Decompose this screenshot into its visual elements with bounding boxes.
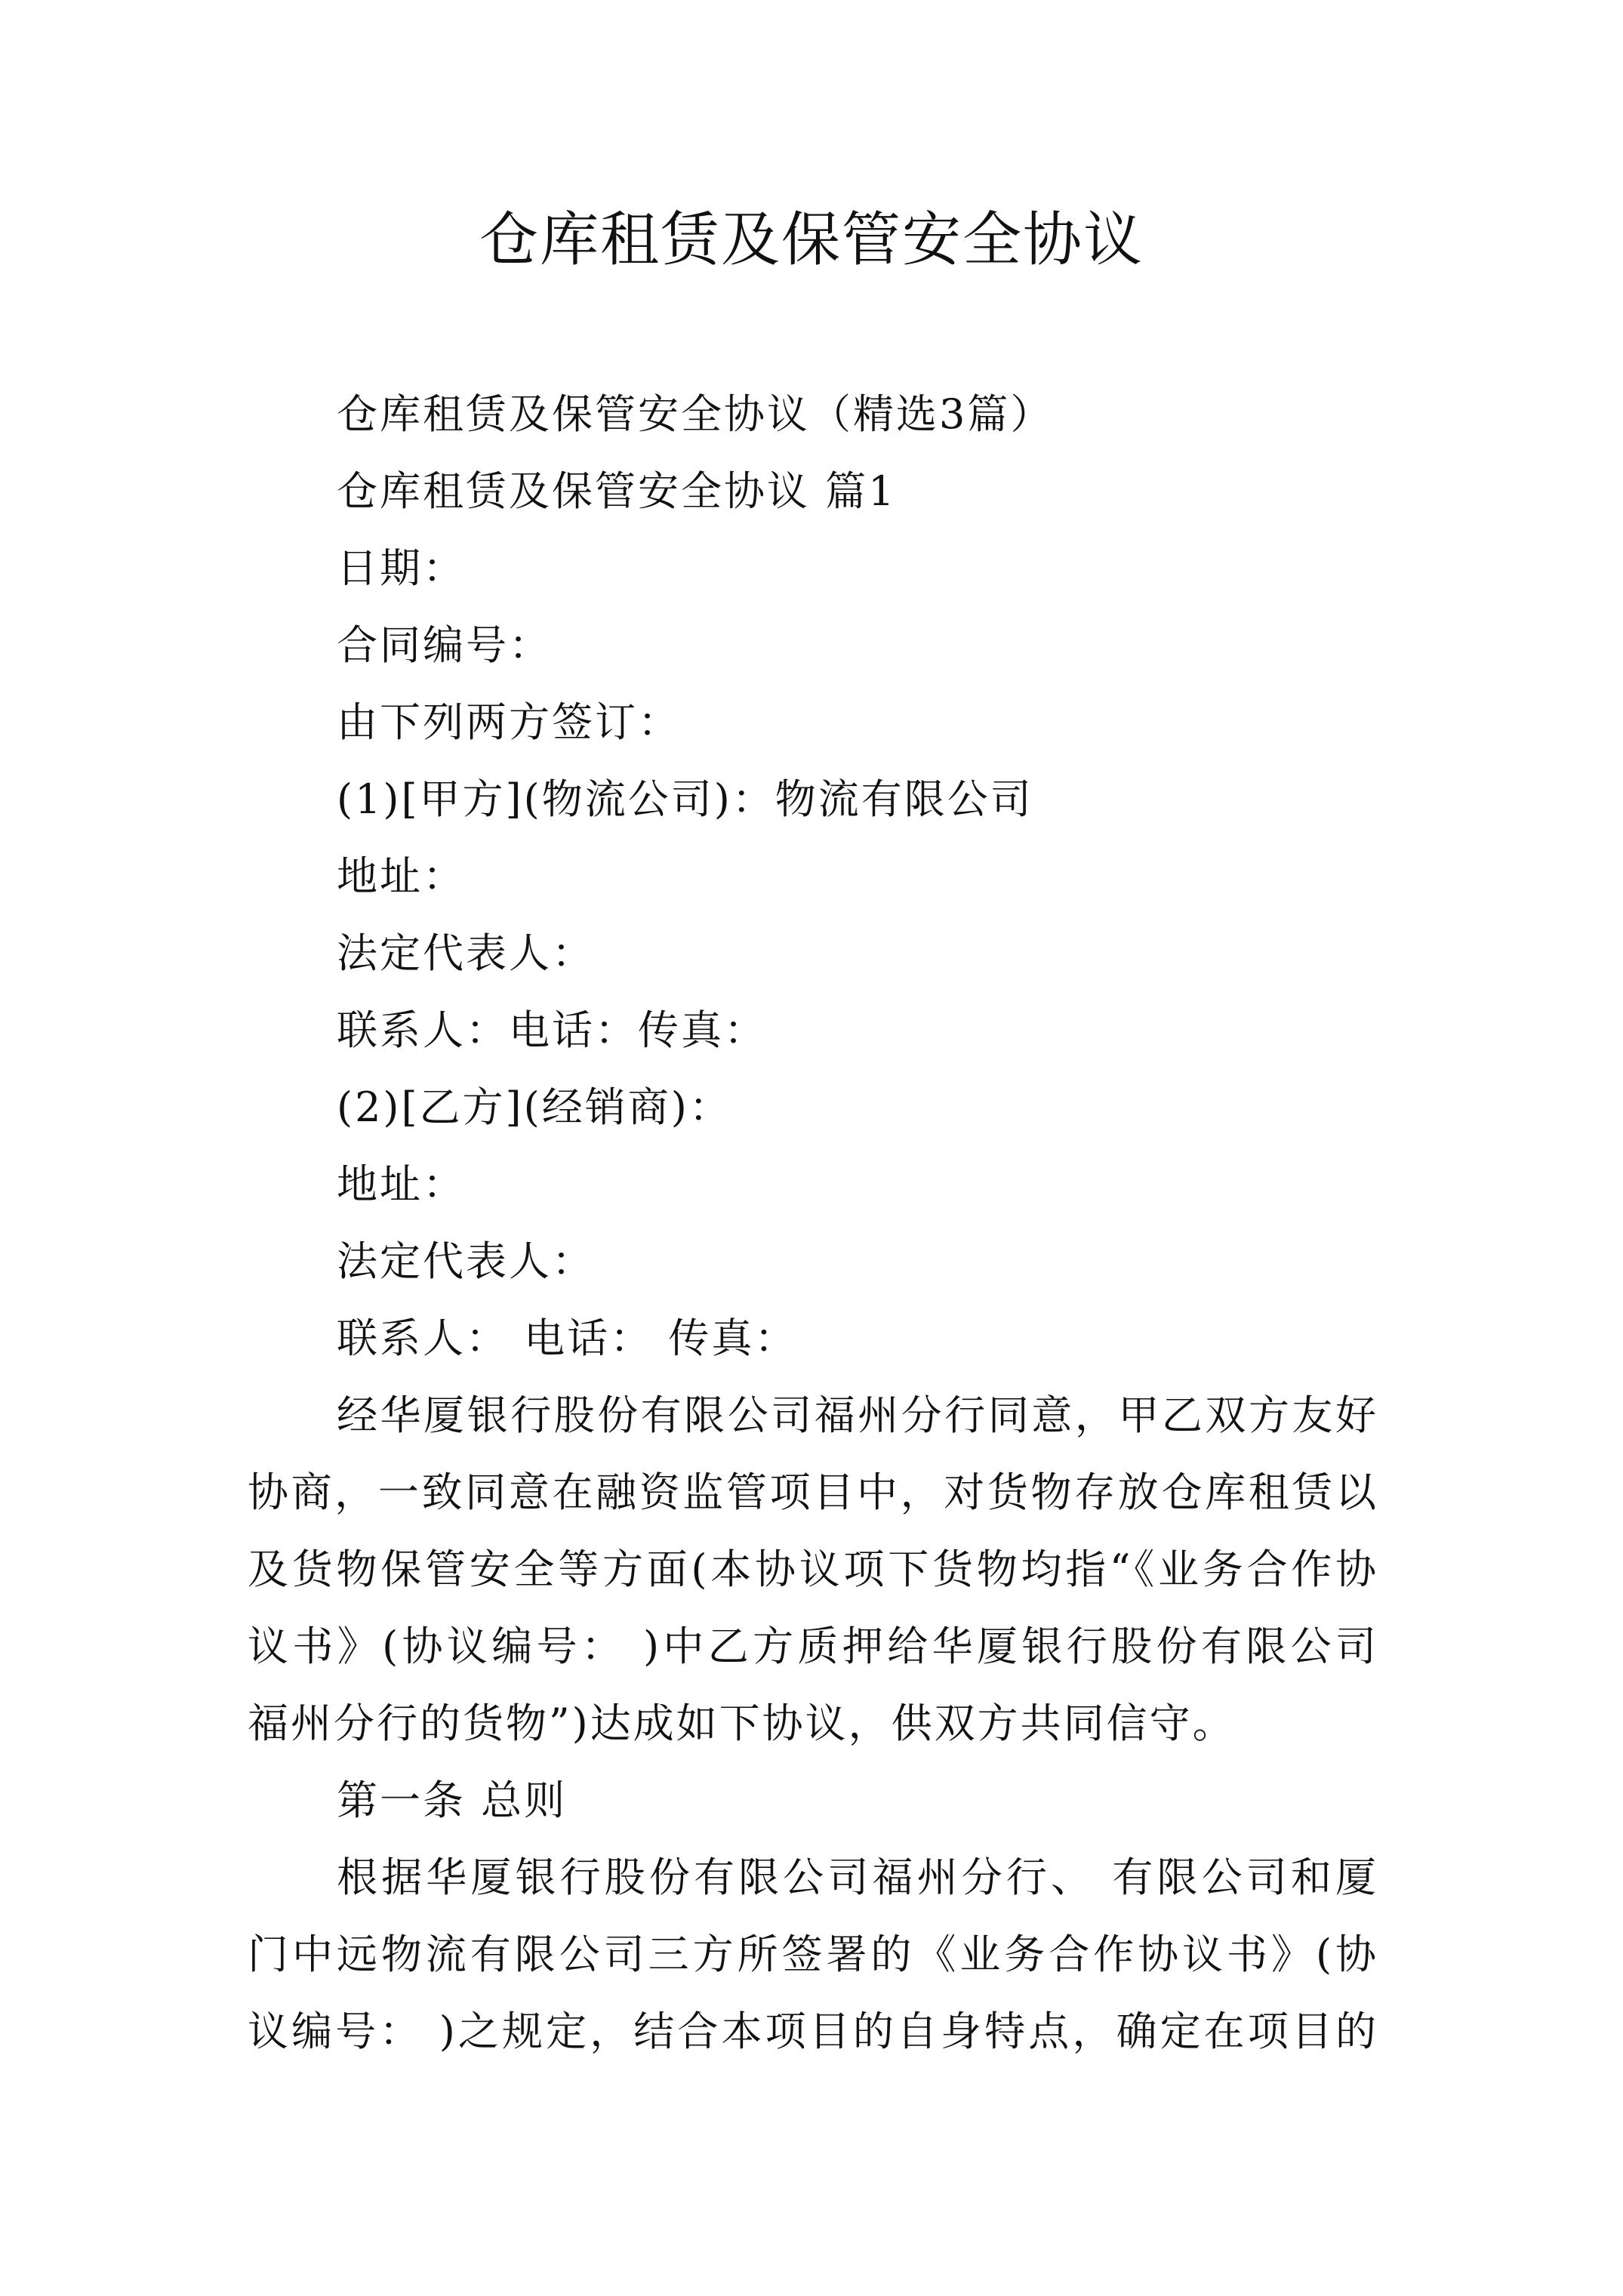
party-a-address-label: 地址：: [337, 852, 466, 900]
party-b-representative-label: 法定代表人：: [337, 1237, 595, 1285]
paragraph-line: 经华厦银行股份有限公司福州分行同意，甲乙双方友好: [337, 1391, 1376, 1439]
paragraph-line: 福州分行的货物”)达成如下协议，供双方共同信守。: [248, 1700, 1236, 1747]
party-a-contact-line: 联系人：电话：传真：: [337, 1006, 767, 1054]
section-heading: 第一条 总则: [337, 1777, 568, 1824]
party-a-line: (1)[甲方](物流公司)：物流有限公司: [337, 775, 1033, 823]
party-b-address-label: 地址：: [337, 1160, 466, 1208]
paragraph-line: 议编号： )之规定，结合本项目的自身特点，确定在项目的: [248, 2008, 1376, 2055]
document-title: 仓库租赁及保管安全协议: [479, 206, 1144, 274]
paragraph-line: 及货物保管安全等方面(本协议项下货物均指“《业务合作协: [248, 1546, 1376, 1593]
signing-parties-line: 由下列两方签订：: [337, 698, 681, 746]
party-b-contact-line: 联系人： 电话： 传真：: [337, 1314, 798, 1362]
subtitle-line: 仓库租赁及保管安全协议（精选3篇）: [337, 390, 1054, 438]
paragraph-line: 协商，一致同意在融资监管项目中，对货物存放仓库租赁以: [248, 1469, 1376, 1516]
paragraph-line: 门中远物流有限公司三方所签署的《业务合作协议书》(协: [248, 1931, 1376, 1978]
party-b-line: (2)[乙方](经销商)：: [337, 1083, 732, 1131]
chapter-heading: 仓库租赁及保管安全协议 篇1: [337, 467, 897, 515]
paragraph-line: 议书》(协议编号： )中乙方质押给华厦银行股份有限公司: [248, 1623, 1376, 1670]
contract-number-label: 合同编号：: [337, 621, 552, 669]
date-field-label: 日期：: [337, 544, 466, 592]
party-a-representative-label: 法定代表人：: [337, 929, 595, 977]
paragraph-line: 根据华厦银行股份有限公司福州分行、 有限公司和厦: [337, 1854, 1376, 1901]
